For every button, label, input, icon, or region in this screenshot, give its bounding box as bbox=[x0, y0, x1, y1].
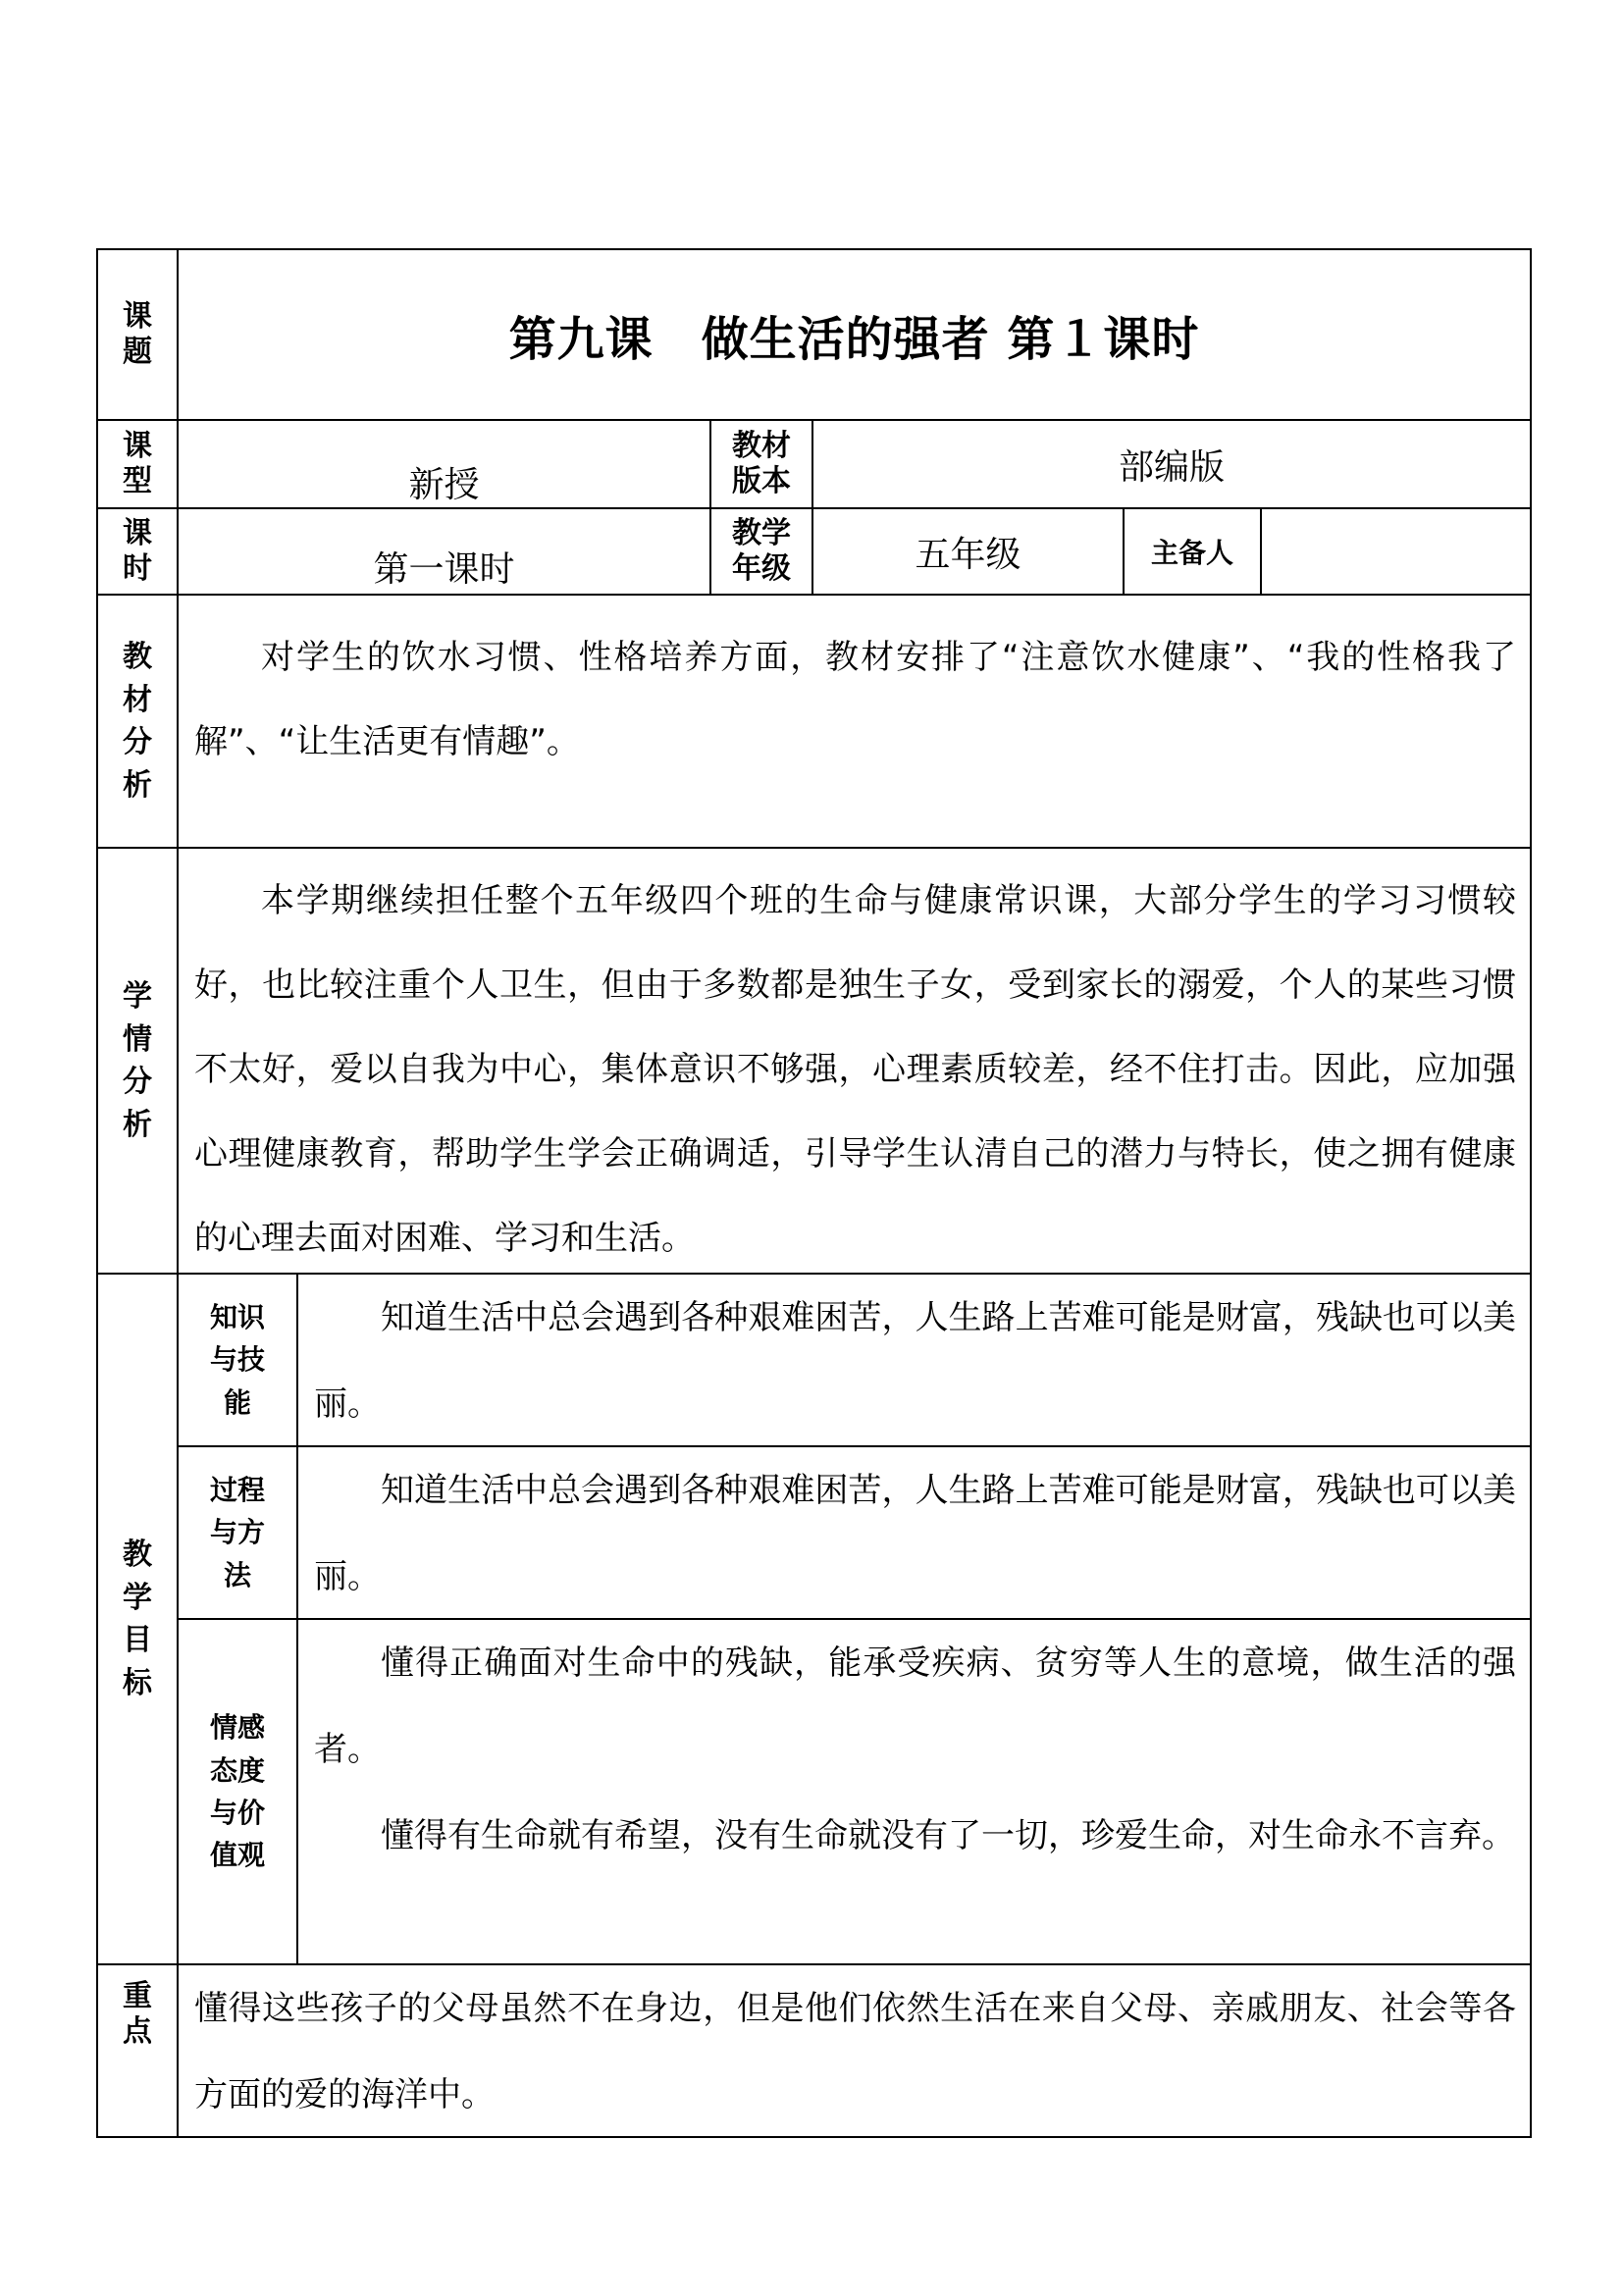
knowledge-skills-label: 知识与技能 bbox=[177, 1273, 298, 1447]
textbook-version-label: 教材 版本 bbox=[709, 419, 813, 509]
material-analysis-text: 对学生的饮水习惯、性格培养方面，教材安排了“注意饮水健康”、“我的性格我了解”、“让生活更有情趣”。 bbox=[194, 638, 1516, 761]
textbook-version-value: 部编版 bbox=[812, 419, 1532, 509]
material-analysis-label: 教 材 分 析 bbox=[96, 594, 179, 849]
lesson-type-label: 课 型 bbox=[96, 419, 179, 509]
grade-value: 五年级 bbox=[812, 507, 1125, 596]
period-label: 课 时 bbox=[96, 507, 179, 596]
emotion-values-text-1: 懂得正确面对生命中的残缺，能承受疾病、贫穷等人生的意境，做生活的强者。 bbox=[314, 1644, 1516, 1769]
objectives-label: 教 学 目 标 bbox=[96, 1273, 179, 1965]
key-point-label: 重 点 bbox=[96, 1963, 179, 2138]
process-methods-label: 过程与方法 bbox=[177, 1445, 298, 1620]
process-methods-content bbox=[296, 1445, 1532, 1620]
period-value: 第一课时 bbox=[177, 507, 711, 596]
lead-preparer-value bbox=[1260, 507, 1532, 596]
student-analysis-label: 学 情 分 析 bbox=[96, 847, 179, 1275]
key-point-content bbox=[177, 1963, 1532, 2138]
emotion-values-label: 情感态度与价值观 bbox=[177, 1618, 298, 1965]
lesson-type-value: 新授 bbox=[177, 419, 711, 509]
lead-preparer-label: 主备人 bbox=[1123, 507, 1262, 596]
key-point-text: 懂得这些孩子的父母虽然不在身边，但是他们依然生活在来自父母、亲戚朋友、社会等各方面的爱的海洋中。 bbox=[194, 1989, 1516, 2114]
emotion-values-text-2: 懂得有生命就有希望，没有生命就没有了一切，珍爱生命，对生命永不言弃。 bbox=[381, 1816, 1515, 1855]
material-analysis-content bbox=[177, 594, 1532, 849]
topic-label: 课 题 bbox=[96, 248, 179, 421]
knowledge-skills-text: 知道生活中总会遇到各种艰难困苦，人生路上苦难可能是财富，残缺也可以美丽。 bbox=[314, 1298, 1516, 1424]
student-analysis-text: 本学期继续担任整个五年级四个班的生命与健康常识课，大部分学生的学习习惯较好，也比较注重个人卫生，但由于多数都是独生子女，受到家长的溺爱，个人的某些习惯不太好，爱以自我为中心，集体意识不够强，心理素质较差，经不住打击。因此，应加强心理健康教育，帮助学生学会正确调适，引导学生认清自己的潜力与特长，使之拥有健康的心理去面对困难、学习和生活。 bbox=[194, 881, 1516, 1258]
student-analysis-content bbox=[177, 847, 1532, 1275]
process-methods-text: 知道生活中总会遇到各种艰难困苦，人生路上苦难可能是财富，残缺也可以美丽。 bbox=[314, 1471, 1516, 1596]
lesson-title: 第九课 做生活的强者 第１课时 bbox=[177, 248, 1532, 421]
grade-label: 教学 年级 bbox=[709, 507, 813, 596]
knowledge-skills-content bbox=[296, 1273, 1532, 1447]
emotion-values-content bbox=[296, 1618, 1532, 1965]
